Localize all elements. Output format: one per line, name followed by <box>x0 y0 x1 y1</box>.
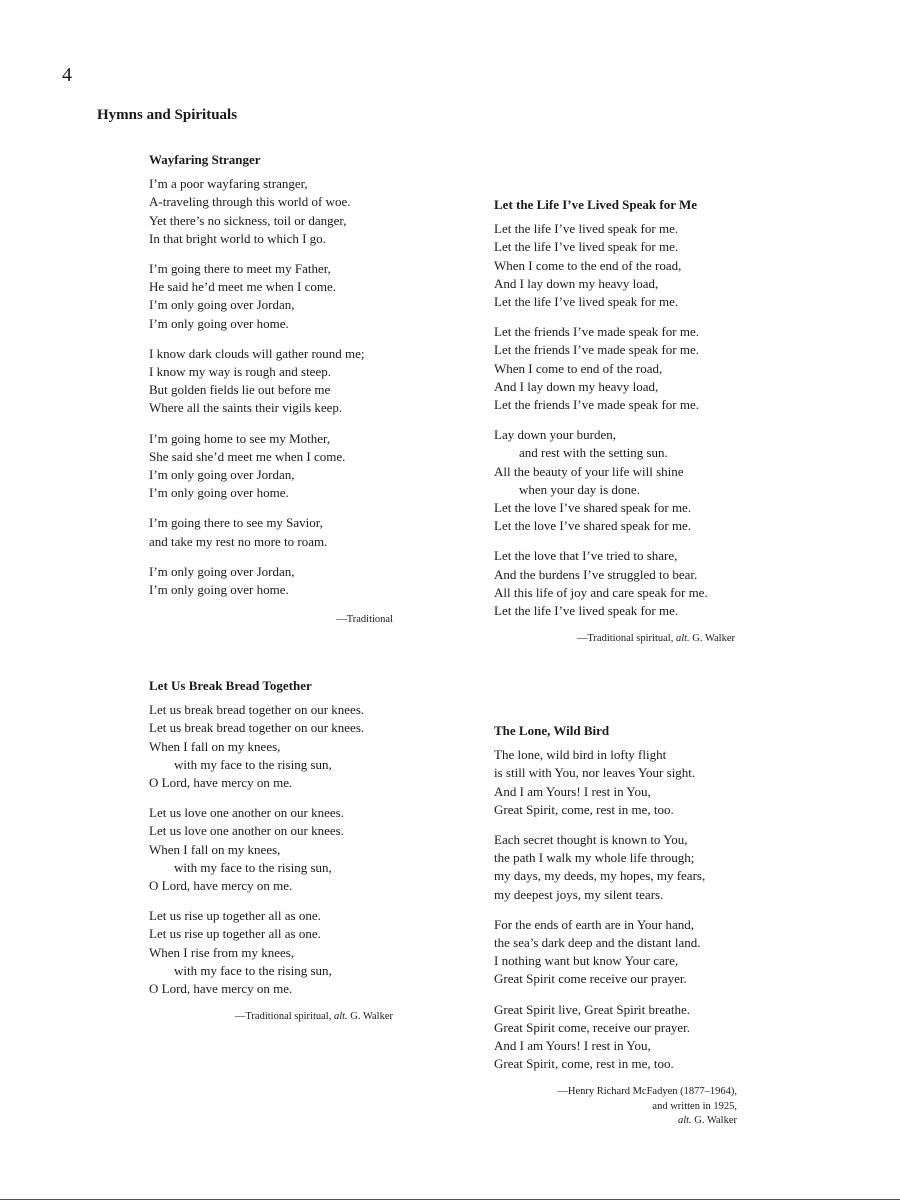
verse-line: All this life of joy and care speak for me. <box>494 584 708 600</box>
page-number: 4 <box>62 64 72 86</box>
verse-line: Let us rise up together all as one. <box>149 908 321 924</box>
stanza <box>149 804 409 895</box>
hymn-title: The Lone, Wild Bird <box>494 723 610 738</box>
verse-line: Let the love that I’ve tried to share, <box>494 548 678 564</box>
stanza <box>149 345 409 418</box>
verse-line: She said she’d meet me when I come. <box>149 448 346 464</box>
verse-line: and take my rest no more to roam. <box>149 533 328 549</box>
verse-line: Great Spirit come, receive our prayer. <box>494 1019 690 1035</box>
verse-line: A-traveling through this world of woe. <box>149 194 351 210</box>
attribution-alt: alt. <box>333 1011 348 1023</box>
verse-line: O Lord, have mercy on me. <box>149 878 293 894</box>
stanza <box>149 514 409 550</box>
attribution-alt: alt. <box>677 1115 692 1127</box>
stanza <box>149 701 409 792</box>
verse-line: Let us break bread together on our knees. <box>149 720 365 736</box>
attribution-prefix: —Traditional spiritual, <box>234 1011 334 1023</box>
verse-line: And I lay down my heavy load, <box>494 378 659 394</box>
verse-line: When I rise from my knees, <box>149 944 295 960</box>
stanza <box>149 430 409 503</box>
verse-line: I’m only going over home. <box>149 315 289 331</box>
stanza <box>149 563 409 599</box>
attribution-line-3 <box>494 1114 737 1129</box>
attribution-line-1: —Henry Richard McFadyen (1877–1964), <box>557 1086 737 1098</box>
verse-line: I’m going there to meet my Father, <box>149 261 331 277</box>
attribution-alt: alt. <box>675 633 690 645</box>
verse-line: O Lord, have mercy on me. <box>149 981 293 997</box>
stanza <box>149 175 409 248</box>
hymn-let-the-life <box>494 196 754 647</box>
verse-line: Lay down your burden, <box>494 427 617 443</box>
verse-line: Let the love I’ve shared speak for me. <box>494 500 692 516</box>
verse-line: the sea’s dark deep and the distant land. <box>494 935 701 951</box>
hymn-wayfaring-stranger <box>149 151 409 628</box>
verse-line: with my face to the rising sun, <box>174 962 332 978</box>
verse-line: In that bright world to which I go. <box>149 230 326 246</box>
verse-line: my deepest joys, my silent tears. <box>494 886 664 902</box>
verse-line: when your day is done. <box>519 481 640 497</box>
verse-line: Let us love one another on our knees. <box>149 823 344 839</box>
verse-line: I’m only going over Jordan, <box>149 467 295 483</box>
verse-line: Let us rise up together all as one. <box>149 926 321 942</box>
verse-line: I know my way is rough and steep. <box>149 364 331 380</box>
attribution-line-2: and written in 1925, <box>652 1100 737 1112</box>
verse-line: Let the friends I’ve made speak for me. <box>494 397 700 413</box>
verse-line: Let us love one another on our knees. <box>149 805 344 821</box>
stanza <box>149 260 409 333</box>
verse-line: Each secret thought is known to You, <box>494 832 688 848</box>
verse-line: And I am Yours! I rest in You, <box>494 783 651 799</box>
stanza <box>494 1001 754 1074</box>
attribution-prefix: —Traditional spiritual, <box>576 633 676 645</box>
verse-line: Where all the saints their vigils keep. <box>149 400 343 416</box>
verse-line: Let the life I’ve lived speak for me. <box>494 603 679 619</box>
hymn-body <box>494 220 754 620</box>
attribution-suffix: G. Walker <box>691 1115 737 1127</box>
verse-line: Let the love I’ve shared speak for me. <box>494 518 692 534</box>
attribution-suffix: G. Walker <box>689 633 735 645</box>
hymn-title: Let Us Break Bread Together <box>149 678 312 693</box>
attribution-suffix: G. Walker <box>347 1011 393 1023</box>
verse-line: the path I walk my whole life through; <box>494 850 695 866</box>
attribution <box>149 613 393 628</box>
stanza <box>494 323 754 414</box>
verse-line: And I lay down my heavy load, <box>494 275 659 291</box>
hymn-body <box>149 175 409 599</box>
verse-line: All the beauty of your life will shine <box>494 463 684 479</box>
hymn-title: Let the Life I’ve Lived Speak for Me <box>494 197 698 212</box>
verse-line: Let the life I’ve lived speak for me. <box>494 221 679 237</box>
stanza <box>149 907 409 998</box>
verse-line: When I fall on my knees, <box>149 738 281 754</box>
verse-line: And I am Yours! I rest in You, <box>494 1038 651 1054</box>
stanza <box>494 916 754 989</box>
verse-line: I nothing want but know Your care, <box>494 953 679 969</box>
verse-line: Great Spirit live, Great Spirit breathe. <box>494 1001 691 1017</box>
stanza <box>494 831 754 904</box>
hymn-lone-wild-bird <box>494 722 754 1129</box>
verse-line: I’m only going over home. <box>149 582 289 598</box>
verse-line: The lone, wild bird in lofty flight <box>494 747 667 763</box>
verse-line: Let the friends I’ve made speak for me. <box>494 324 700 340</box>
verse-line: with my face to the rising sun, <box>174 756 332 772</box>
stanza <box>494 547 754 620</box>
verse-line: I’m only going over Jordan, <box>149 297 295 313</box>
verse-line: Let the life I’ve lived speak for me. <box>494 294 679 310</box>
attribution-text: —Traditional <box>336 614 393 626</box>
stanza <box>494 746 754 819</box>
verse-line: I’m going home to see my Mother, <box>149 430 331 446</box>
verse-line: I’m only going over home. <box>149 485 289 501</box>
verse-line: I’m only going over Jordan, <box>149 563 295 579</box>
verse-line: He said he’d meet me when I come. <box>149 279 336 295</box>
verse-line: For the ends of earth are in Your hand, <box>494 916 695 932</box>
stanza <box>494 426 754 535</box>
verse-line: But golden fields lie out before me <box>149 382 331 398</box>
verse-line: and rest with the setting sun. <box>519 445 668 461</box>
stanza <box>494 220 754 311</box>
verse-line: I’m going there to see my Savior, <box>149 515 323 531</box>
verse-line: Great Spirit, come, rest in me, too. <box>494 801 674 817</box>
attribution <box>149 1010 393 1025</box>
verse-line: Great Spirit come receive our prayer. <box>494 971 687 987</box>
verse-line: Let the life I’ve lived speak for me. <box>494 239 679 255</box>
hymn-body <box>149 701 409 998</box>
verse-line: Yet there’s no sickness, toil or danger, <box>149 212 347 228</box>
verse-line: O Lord, have mercy on me. <box>149 775 293 791</box>
verse-line: And the burdens I’ve struggled to bear. <box>494 566 698 582</box>
verse-line: When I come to the end of the road, <box>494 257 682 273</box>
verse-line: my days, my deeds, my hopes, my fears, <box>494 868 706 884</box>
verse-line: When I come to end of the road, <box>494 360 663 376</box>
verse-line: with my face to the rising sun, <box>174 859 332 875</box>
verse-line: I’m a poor wayfaring stranger, <box>149 176 308 192</box>
verse-line: Let the friends I’ve made speak for me. <box>494 342 700 358</box>
verse-line: is still with You, nor leaves Your sight. <box>494 765 696 781</box>
hymn-title: Wayfaring Stranger <box>149 152 261 167</box>
hymn-body <box>494 746 754 1073</box>
verse-line: When I fall on my knees, <box>149 841 281 857</box>
hymn-break-bread <box>149 677 409 1025</box>
verse-line: I know dark clouds will gather round me; <box>149 345 365 361</box>
verse-line: Great Spirit, come, rest in me, too. <box>494 1056 674 1072</box>
attribution <box>494 1085 737 1129</box>
section-title: Hymns and Spirituals <box>97 107 238 123</box>
verse-line: Let us break bread together on our knees. <box>149 702 365 718</box>
attribution <box>494 632 735 647</box>
